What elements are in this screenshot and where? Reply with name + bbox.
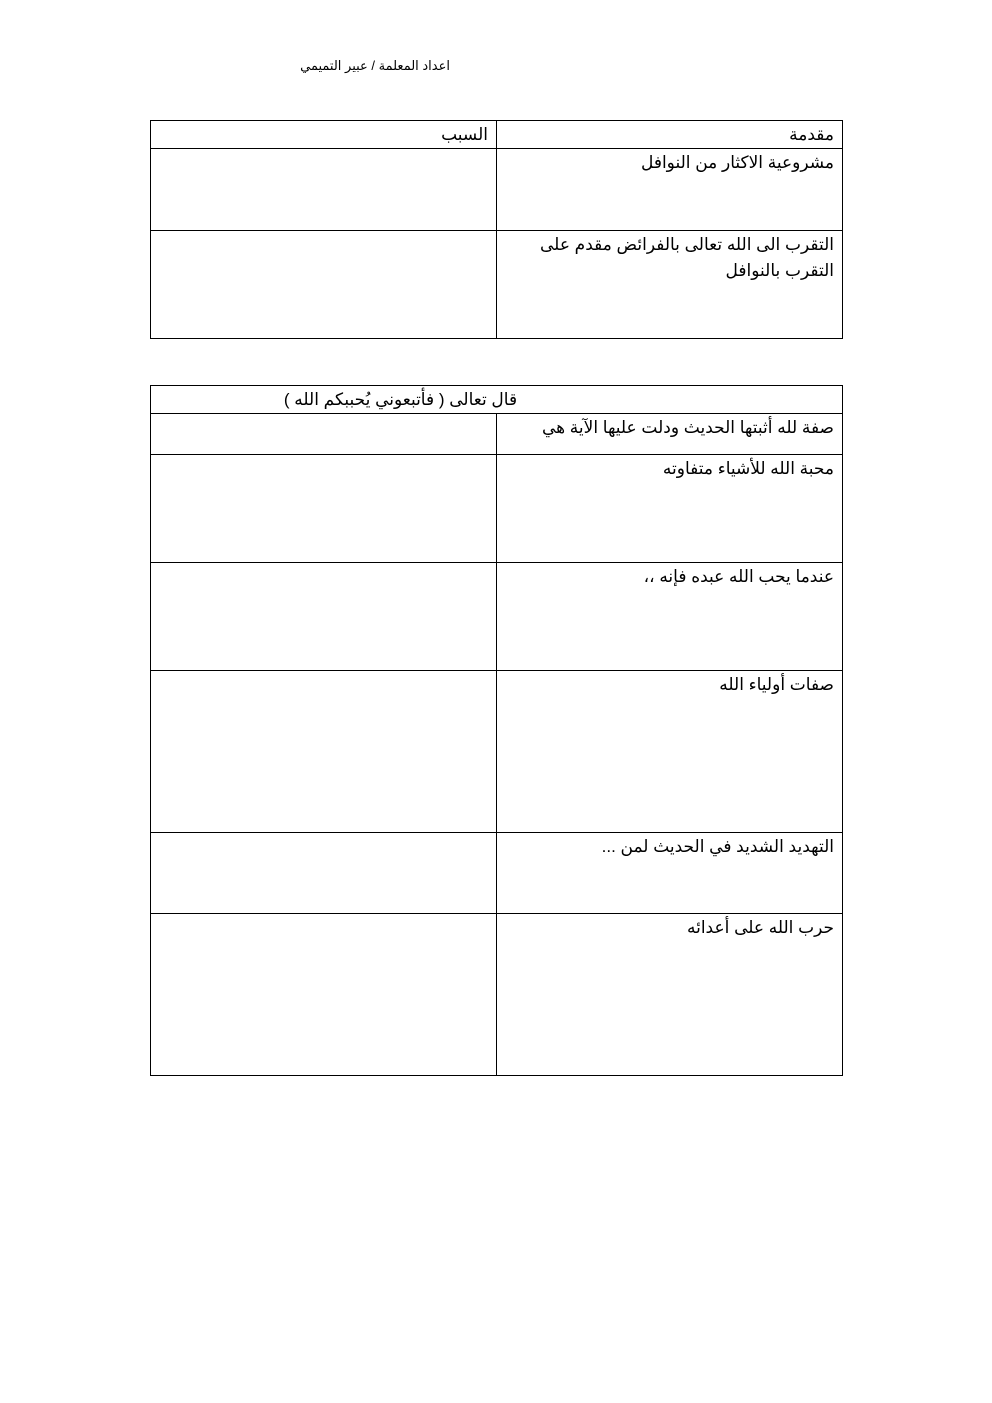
answer-cell[interactable]: [151, 563, 497, 671]
table-row: [151, 833, 843, 914]
table-row: [151, 563, 843, 671]
prompt-cell: مشروعية الاكثار من النوافل: [497, 149, 843, 231]
table-row: [151, 231, 843, 339]
prompt-cell: التقرب الى الله تعالى بالفرائض مقدم على التقرب بالنوافل: [497, 231, 843, 339]
table-row: [151, 414, 843, 455]
answer-cell[interactable]: [151, 455, 497, 563]
header-cell-intro: مقدمة: [497, 121, 843, 149]
table-title-row: [151, 386, 843, 414]
prompt-cell: التهديد الشديد في الحديث لمن ...: [497, 833, 843, 914]
prepared-by-note: اعداد المعلمة / عبير التميمي: [300, 58, 450, 73]
answer-cell[interactable]: [151, 149, 497, 231]
prompt-cell: عندما يحب الله عبده فإنه ،،: [497, 563, 843, 671]
table-row: [151, 914, 843, 1076]
answer-cell[interactable]: [151, 414, 497, 455]
verse-questions-table: [150, 385, 843, 1076]
answer-cell[interactable]: [151, 833, 497, 914]
prompt-cell: حرب الله على أعدائه: [497, 914, 843, 1076]
verse-title-cell: قال تعالى ( فأتبعوني يُحببكم الله ): [151, 386, 843, 414]
answer-cell[interactable]: [151, 231, 497, 339]
answer-cell[interactable]: [151, 671, 497, 833]
table-header-row: [151, 121, 843, 149]
intro-reason-table: [150, 120, 843, 339]
table-row: [151, 149, 843, 231]
table-row: [151, 671, 843, 833]
prompt-cell: صفات أولياء الله: [497, 671, 843, 833]
table-row: [151, 455, 843, 563]
prompt-cell: صفة لله أثبتها الحديث ودلت عليها الآية هي: [497, 414, 843, 455]
prompt-cell: محبة الله للأشياء متفاوته: [497, 455, 843, 563]
answer-cell[interactable]: [151, 914, 497, 1076]
header-cell-reason: السبب: [151, 121, 497, 149]
